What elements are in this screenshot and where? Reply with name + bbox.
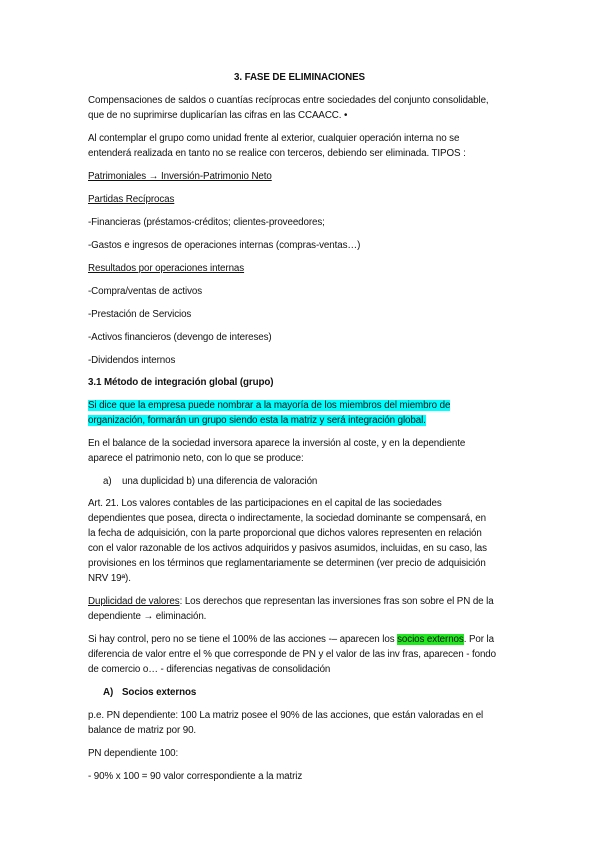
patrimoniales-heading: Patrimoniales → Inversión-Patrimonio Neto <box>88 171 272 182</box>
art21-line: provisiones en los términos que reglamentariamente se determinen (ver precio de adquisición <box>88 558 486 569</box>
intro-line-2: que de no suprimirse duplicarían las cifras en las CCAACC. • <box>88 110 348 121</box>
example-line-2: balance de matriz por 90. <box>88 725 197 736</box>
list-item: -Prestación de Servicios <box>88 309 192 320</box>
duplicidad-text: : Los derechos que representan las inversiones fras son sobre el PN de la <box>179 596 494 607</box>
subsection-marker: A) <box>103 687 114 698</box>
balance-line-1: En el balance de la sociedad inversora aparece la inversión al coste, y en la dependiente <box>88 438 466 449</box>
duplicidad-line-1 <box>88 595 494 609</box>
subsection-title: Socios externos <box>122 687 197 698</box>
control-line-1 <box>88 633 494 647</box>
duplicidad-label: Duplicidad de valores <box>88 596 180 607</box>
control-text-end: . Por la <box>463 634 494 645</box>
list-marker-a: a) <box>103 476 112 487</box>
control-text: Si hay control, pero no se tiene el 100% de las acciones -– aparecen los <box>88 634 398 645</box>
list-item: -Activos financieros (devengo de intereses) <box>88 332 272 343</box>
list-item: -Compra/ventas de activos <box>88 286 203 297</box>
highlighted-line-2 <box>88 414 426 428</box>
calc-line: - 90% x 100 = 90 valor correspondiente a la matriz <box>88 771 303 782</box>
list-item: -Gastos e ingresos de operaciones internas (compras-ventas…) <box>88 240 361 251</box>
art21-line: la fecha de adquisición, con la parte proporcional que dichos valores representen en relación <box>88 528 482 539</box>
intro-line-1: Compensaciones de saldos o cuantías recíprocas entre sociedades del conjunto consolidable, <box>88 95 489 106</box>
highlight-text: Si dice que la empresa puede nombrar a la mayoría de los miembros del miembro de <box>88 400 451 411</box>
art21-line: con el valor razonable de los activos adquiridos y pasivos asumidos, incluidas, en su caso, las <box>88 543 487 554</box>
duplicidad-line-2: dependiente → eliminación. <box>88 611 207 622</box>
control-line-3: de comercio o… - diferencias negativas de consolidación <box>88 664 331 675</box>
list-item: -Financieras (préstamos-créditos; clientes-proveedores; <box>88 217 325 228</box>
list-item-a: una duplicidad b) una diferencia de valoración <box>122 476 318 487</box>
control-line-2: diferencia de valor entre el % que corresponde de PN y el valor de las inv fras, aparecen - fondo <box>88 649 496 660</box>
page-title: 3. FASE DE ELIMINACIONES <box>234 72 365 83</box>
pn-line: PN dependiente 100: <box>88 748 179 759</box>
contemplar-line-1: Al contemplar el grupo como unidad frente al exterior, cualquier operación interna no se <box>88 133 460 144</box>
section-heading-3-1: 3.1 Método de integración global (grupo) <box>88 377 274 388</box>
resultados-heading: Resultados por operaciones internas <box>88 263 245 274</box>
balance-line-2: aparece el patrimonio neto, con lo que se produce: <box>88 453 304 464</box>
example-line-1: p.e. PN dependiente: 100 La matriz posee el 90% de las acciones, que están valoradas en el <box>88 710 484 721</box>
contemplar-line-2: entenderá realizada en tanto no se realice con terceros, debiendo ser eliminada. TIPOS : <box>88 148 466 159</box>
partidas-heading: Partidas Recíprocas <box>88 194 175 205</box>
art21-line: NRV 19ª). <box>88 573 131 584</box>
socios-externos-highlight: socios externos <box>397 634 464 645</box>
art21-line: dependientes que posea, directa o indirectamente, la sociedad dominante se compensará, en <box>88 513 486 524</box>
art21-line: Art. 21. Los valores contables de las participaciones en el capital de las sociedades <box>88 498 442 509</box>
list-item: -Dividendos internos <box>88 355 176 366</box>
highlight-text: organización, formarán un grupo siendo esta la matriz y será integración global. <box>88 415 426 426</box>
highlighted-line-1 <box>88 399 450 413</box>
